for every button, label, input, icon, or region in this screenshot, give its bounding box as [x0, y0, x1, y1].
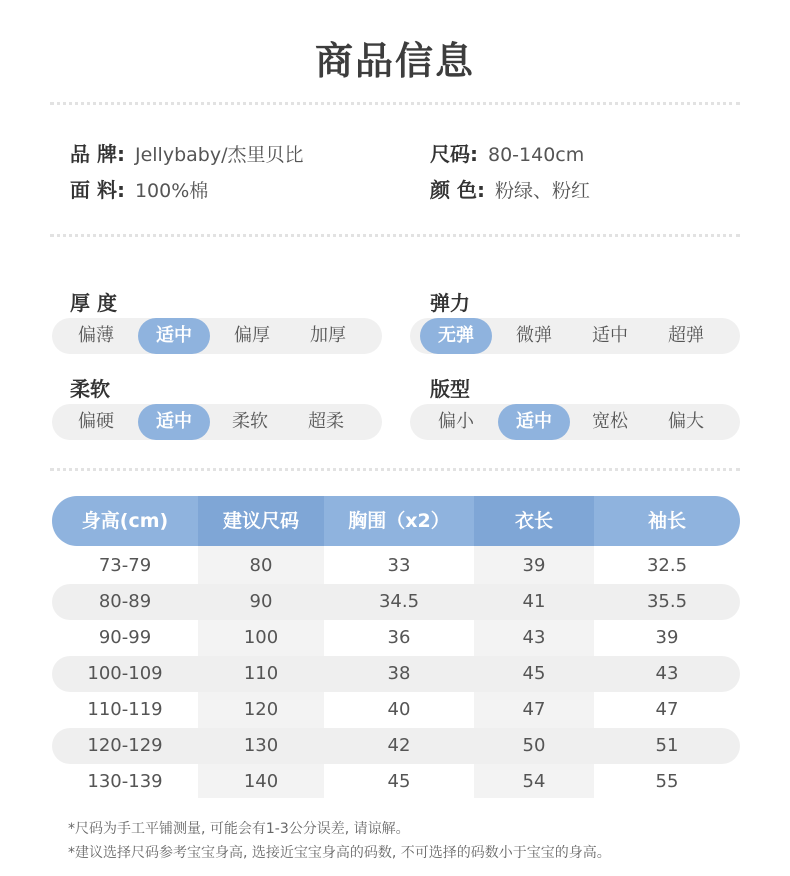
header-size: 建议尺码: [222, 510, 299, 532]
fit-option[interactable]: 偏大: [668, 411, 704, 432]
cell-length: 43: [522, 627, 546, 648]
thickness-option[interactable]: 适中: [138, 318, 210, 354]
cell-length: 50: [522, 735, 546, 756]
cell-height: 130-139: [87, 771, 163, 792]
header-height: 身高(cm): [81, 510, 169, 532]
size-label: 尺码:: [430, 142, 478, 166]
cell-height: 73-79: [98, 555, 152, 576]
fit-selector: [410, 404, 740, 440]
cell-length: 47: [522, 699, 546, 720]
color-label: 颜 色:: [430, 178, 485, 202]
divider: [50, 102, 740, 105]
elasticity-option[interactable]: 超弹: [668, 325, 704, 346]
color-value: 粉绿、粉红: [494, 180, 590, 202]
table-row: [52, 656, 740, 692]
size-value: 80-140cm: [488, 144, 585, 166]
cell-chest: 36: [387, 627, 411, 648]
header-length: 衣长: [514, 510, 553, 532]
header-sleeve: 袖长: [647, 510, 686, 532]
elasticity-label: 弹力: [430, 291, 470, 315]
table-row: [52, 764, 740, 800]
table-header: [52, 496, 740, 546]
cell-length: 45: [522, 663, 546, 684]
cell-height: 100-109: [87, 663, 163, 684]
cell-chest: 38: [387, 663, 411, 684]
softness-selector: [52, 404, 382, 440]
thickness-label: 厚 度: [70, 291, 117, 315]
cell-chest: 45: [387, 771, 411, 792]
cell-height: 80-89: [98, 591, 152, 612]
softness-option[interactable]: 柔软: [232, 411, 268, 432]
softness-option[interactable]: 超柔: [308, 411, 344, 432]
header-chest: 胸围（x2）: [348, 510, 450, 532]
cell-chest: 34.5: [378, 591, 420, 612]
fabric-label: 面 料:: [70, 178, 125, 202]
cell-size: 120: [243, 699, 279, 720]
softness-option[interactable]: 偏硬: [78, 411, 114, 432]
cell-chest: 40: [387, 699, 411, 720]
fit-option[interactable]: 适中: [498, 404, 570, 440]
cell-length: 41: [522, 591, 546, 612]
cell-height: 90-99: [98, 627, 152, 648]
cell-sleeve: 43: [655, 663, 679, 684]
info-color: [430, 174, 590, 203]
divider: [50, 468, 740, 471]
cell-sleeve: 55: [655, 771, 679, 792]
note-measurement: *尺码为手工平铺测量, 可能会有1-3公分误差, 请谅解。: [68, 821, 410, 837]
cell-chest: 42: [387, 735, 411, 756]
cell-size: 130: [243, 735, 279, 756]
elasticity-selector: [410, 318, 740, 354]
cell-size: 110: [243, 663, 279, 684]
divider: [50, 234, 740, 237]
brand-value: Jellybaby/杰里贝比: [134, 144, 304, 166]
cell-sleeve: 32.5: [646, 555, 688, 576]
page-title: 商品信息: [314, 39, 475, 83]
table-row: [52, 584, 740, 620]
cell-size: 100: [243, 627, 279, 648]
cell-size: 140: [243, 771, 279, 792]
elasticity-option[interactable]: 微弹: [516, 325, 552, 346]
thickness-selector: [52, 318, 382, 354]
table-row: [52, 620, 740, 656]
table-row: [52, 728, 740, 764]
thickness-option[interactable]: 偏厚: [234, 325, 270, 346]
cell-chest: 33: [387, 555, 411, 576]
elasticity-option[interactable]: 适中: [592, 325, 628, 346]
cell-sleeve: 35.5: [646, 591, 688, 612]
cell-size: 90: [249, 591, 273, 612]
cell-height: 110-119: [87, 699, 163, 720]
fabric-value: 100%棉: [134, 180, 209, 202]
cell-height: 120-129: [87, 735, 163, 756]
softness-label: 柔软: [70, 377, 110, 401]
info-brand: [70, 138, 303, 167]
cell-sleeve: 51: [655, 735, 679, 756]
fit-label: 版型: [430, 377, 470, 401]
softness-option[interactable]: 适中: [138, 404, 210, 440]
thickness-option[interactable]: 加厚: [310, 325, 346, 346]
thickness-option[interactable]: 偏薄: [78, 325, 114, 346]
cell-sleeve: 47: [655, 699, 679, 720]
table-row: [52, 548, 740, 584]
cell-length: 54: [522, 771, 546, 792]
elasticity-option[interactable]: 无弹: [420, 318, 492, 354]
brand-label: 品 牌:: [70, 142, 125, 166]
fit-option[interactable]: 宽松: [592, 411, 628, 432]
table-row: [52, 692, 740, 728]
cell-size: 80: [249, 555, 273, 576]
cell-sleeve: 39: [655, 627, 679, 648]
info-fabric: [70, 174, 208, 203]
cell-length: 39: [522, 555, 546, 576]
note-size-advice: *建议选择尺码参考宝宝身高, 选接近宝宝身高的码数, 不可选择的码数小于宝宝的身高。: [68, 845, 611, 861]
fit-option[interactable]: 偏小: [438, 411, 474, 432]
info-size: [430, 138, 584, 167]
